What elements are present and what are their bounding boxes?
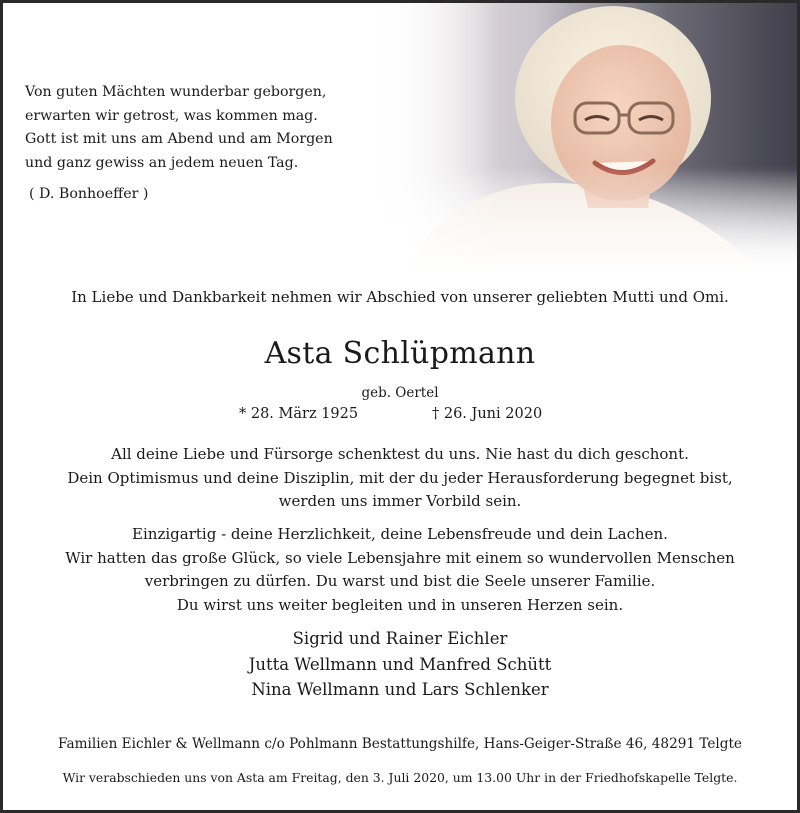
tribute-line: Einzigartig - deine Herzlichkeit, deine Lebensfreude und dein Lachen. <box>132 525 668 543</box>
deceased-name: Asta Schlüpmann <box>264 336 536 371</box>
poem-author: ( D. Bonhoeffer ) <box>29 186 149 202</box>
intro-text: In Liebe und Dankbarkeit nehmen wir Abschied von unserer geliebten Mutti und Omi. <box>71 288 729 306</box>
contact-address: Familien Eichler & Wellmann c/o Pohlmann Bestattungshilfe, Hans-Geiger-Straße 46, 48291 Telgte <box>58 736 742 752</box>
tribute-line: werden uns immer Vorbild sein. <box>278 492 522 510</box>
tribute-paragraph-2 <box>3 523 797 617</box>
tribute-line: Du wirst uns weiter begleiten und in unseren Herzen sein. <box>176 595 624 614</box>
mourner-name: Nina Wellmann und Lars Schlenker <box>251 680 549 699</box>
tribute-line: All deine Liebe und Fürsorge schenktest du uns. Nie hast du dich geschont. <box>111 445 689 463</box>
tribute-line: Dein Optimismus und deine Disziplin, mit der du jeder Herausforderung begegnet bist, <box>67 468 733 487</box>
tribute-paragraph-1 <box>3 443 797 514</box>
poem-line: Von guten Mächten wunderbar geborgen, <box>25 84 327 100</box>
portrait-photo <box>363 3 797 273</box>
mourners-list <box>3 626 797 703</box>
poem-line: Gott ist mit uns am Abend und am Morgen <box>25 131 333 147</box>
obituary-notice <box>3 3 797 810</box>
mourner-name: Sigrid und Rainer Eichler <box>292 629 508 648</box>
mourner-name: Jutta Wellmann und Manfred Schütt <box>248 654 552 674</box>
poem-line: und ganz gewiss an jedem neuen Tag. <box>25 154 299 171</box>
death-date: † 26. Juni 2020 <box>432 406 543 422</box>
portrait-illustration <box>363 3 797 273</box>
born-name: geb. Oertel <box>361 385 439 401</box>
poem-line: erwarten wir getrost, was kommen mag. <box>25 107 318 124</box>
service-notice: Wir verabschieden uns von Asta am Freitag, den 3. Juli 2020, um 13.00 Uhr in der Friedhofskapelle Telgte. <box>62 770 738 785</box>
poem <box>25 81 333 207</box>
birth-date: * 28. März 1925 <box>239 406 359 422</box>
tribute-line: Wir hatten das große Glück, so viele Lebensjahre mit einem so wundervollen Menschen <box>65 548 735 567</box>
tribute-line: verbringen zu dürfen. Du warst und bist die Seele unserer Familie. <box>144 572 656 590</box>
